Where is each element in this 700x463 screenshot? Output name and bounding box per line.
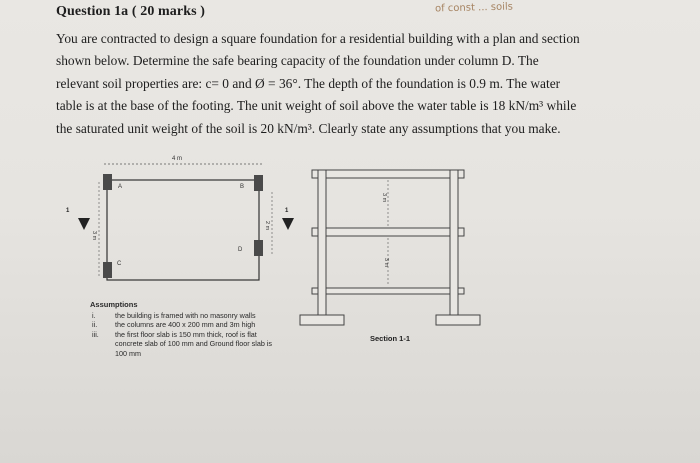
column-a-label: A: [118, 184, 123, 190]
column-b-label: B: [240, 184, 245, 190]
assumption-text: the columns are 400 x 200 mm and 3m high: [115, 320, 256, 330]
body-line: shown below. Determine the safe bearing capacity of the foundation under column D. The: [56, 53, 539, 69]
assumption-number: i.: [92, 311, 96, 320]
body-line: the saturated unit weight of the soil is 20 kN/m³. Clearly state any assumptions that you make.: [56, 120, 561, 136]
assumption-item: [90, 311, 280, 320]
section-frame: [300, 170, 480, 325]
assumption-item: [90, 320, 280, 329]
handwritten-note: of const ... soils: [434, 1, 514, 15]
column-d-label: D: [238, 247, 243, 253]
section-title: Section 1-1: [370, 334, 411, 343]
section-marker-left-label: 1: [66, 208, 70, 214]
question-title: Question 1a ( 20 marks ): [56, 4, 206, 19]
section-marker-left-icon: [78, 218, 90, 230]
column-b: [254, 175, 263, 191]
assumptions-list: [90, 311, 280, 358]
section-marker-right-label: 1: [285, 208, 289, 214]
section-lower-dim: 3 m: [383, 258, 389, 268]
body-line: table is at the base of the footing. The unit weight of soil above the water table is 18 kN/m³ while: [56, 98, 577, 114]
column-d: [254, 240, 263, 256]
assumptions-title: Assumptions: [90, 300, 138, 309]
body-line: You are contracted to design a square foundation for a residential building with a plan and section: [56, 31, 580, 46]
section-upper-dim: 3 m: [381, 193, 387, 203]
assumption-text: the building is framed with no masonry walls: [115, 311, 256, 320]
assumption-number: iii.: [92, 329, 99, 339]
assumption-text: the first floor slab is 150 mm thick, roof is flat concrete slab of 100 mm and Ground floor slab is 100 mm: [115, 329, 273, 358]
right-dim-label: 2 m: [264, 221, 270, 231]
assumption-item: [90, 330, 280, 358]
left-dim-label: 3 m: [91, 231, 97, 241]
plan-width-label: 4 m: [172, 156, 183, 162]
column-a: [103, 174, 112, 190]
plan-outline: [107, 180, 259, 280]
column-c: [103, 262, 112, 278]
assumption-number: ii.: [92, 320, 98, 330]
column-c-label: C: [117, 261, 122, 267]
body-line: relevant soil properties are: c= 0 and Ø = 36°. The depth of the foundation is 0.9 m. The water: [56, 75, 561, 91]
section-marker-right-icon: [282, 218, 294, 230]
